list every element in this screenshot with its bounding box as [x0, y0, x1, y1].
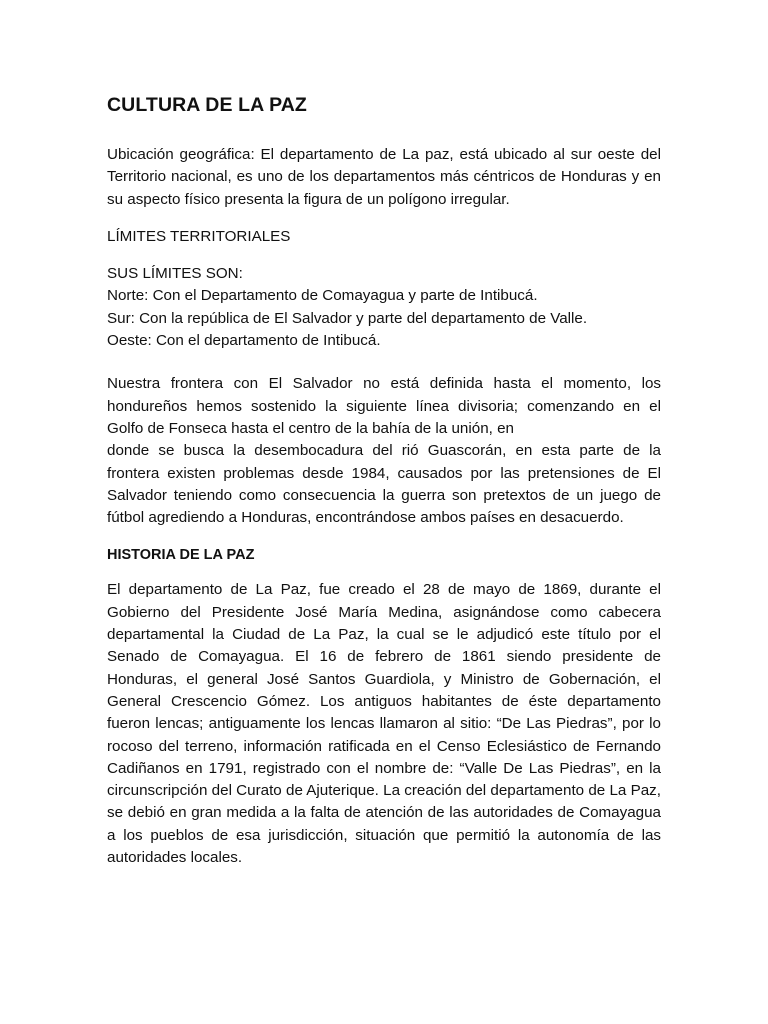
frontera-paragraph: [107, 373, 661, 529]
historia-heading: HISTORIA DE LA PAZ: [107, 547, 255, 564]
frontera-line: frontera existen problemas desde 1984, causados por las pretensiones de El: [107, 464, 661, 482]
frontera-line: Salvador teniendo como consecuencia la guerra son pretextos de un juego de: [107, 486, 661, 504]
limites-list: [107, 263, 661, 352]
limite-sur: Sur: Con la república de El Salvador y parte del departamento de Valle.: [107, 309, 588, 327]
limites-heading: LÍMITES TERRITORIALES: [107, 227, 291, 245]
frontera-line: Nuestra frontera con El Salvador no está definida hasta el momento, los: [107, 375, 661, 393]
document-body: [107, 92, 661, 884]
ubicacion-paragraph: Ubicación geográfica: El departamento de La paz, está ubicado al sur oeste del Territorio nacional, es uno de los departamentos más céntricos de Honduras y en su aspecto físico presenta la figura de un polígono irregular.: [107, 146, 661, 208]
frontera-line: hondureños hemos sostenido la siguiente línea divisoria; comenzando en el: [107, 397, 661, 415]
frontera-line: donde se busca la desembocadura del rió Guascorán, en esta parte de la: [107, 442, 661, 460]
sus-limites-label: SUS LÍMITES SON:: [107, 265, 243, 283]
limite-norte: Norte: Con el Departamento de Comayagua y parte de Intibucá.: [107, 287, 538, 305]
frontera-line: fútbol agrediendo a Honduras, encontrándose ambos países en desacuerdo.: [107, 509, 624, 527]
limite-oeste: Oeste: Con el departamento de Intibucá.: [107, 332, 381, 350]
document-title: CULTURA DE LA PAZ: [107, 94, 307, 116]
frontera-line: Golfo de Fonseca hasta el centro de la bahía de la unión, en: [107, 419, 514, 437]
historia-paragraph: El departamento de La Paz, fue creado el 28 de mayo de 1869, durante el Gobierno del Presidente José María Medina, asignándose como cabecera departamental la Ciudad de La Paz, la cual se le adjudicó este título por el Senado de Comayagua. El 16 de febrero de 1861 siendo presidente de Honduras, el general José Santos Guardiola, y Ministro de Gobernación, el General Crescencio Gómez. Los antiguos habitantes de éste departamento fueron lencas; antiguamente los lencas llamaron al sitio: “De Las Piedras”, por lo rocoso del terreno, información ratificada en el Censo Eclesiástico de Fernando Cadiñanos en 1791, registrado con el nombre de: “Valle De Las Piedras”, en la circunscripción del Curato de Ajuterique. La creación del departamento de La Paz, se debió en gran medida a la falta de atención de las autoridades de Comayagua a los pueblos de esa jurisdicción, situación que permitió la autonomía de las autoridades locales.: [107, 581, 661, 867]
